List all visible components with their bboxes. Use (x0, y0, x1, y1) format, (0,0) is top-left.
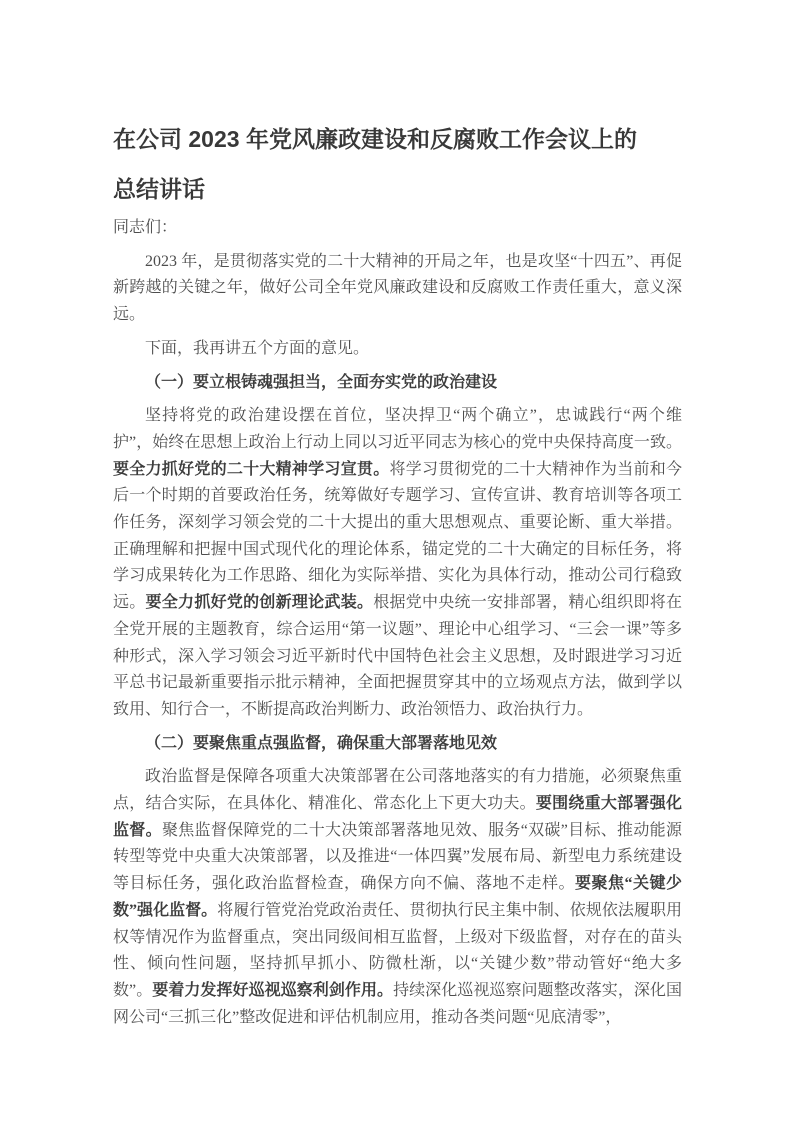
text-run: 同志们： (113, 219, 178, 236)
emphasis-run: 在公司 2023 年党风廉政建设和反腐败工作会议上的 (113, 126, 637, 152)
text-run: 2023 年，是贯彻落实党的二十大精神的开局之年，也是攻坚“十四五”、再促新跨越的关键之年，做好公司全年党风廉政建设和反腐败工作责任重大，意义深远。 (113, 252, 682, 324)
text-run: 将学习贯彻党的二十大精神作为当前和今后一个时期的首要政治任务，统筹做好专题学习、宣传宣讲、教育培训等各项工作任务，深刻学习领会党的二十大提出的重大思想观点、重要论断、重大举措。正确理解和把握中国式现代化的理论体系，锚定党的二十大确定的目标任务，将学习成果转化为工作思路、细化为实际举措、实化为具体行动，推动公司行稳致远。 (113, 460, 682, 612)
emphasis-run: 总结讲话 (113, 176, 205, 202)
text-run: 下面，我再讲五个方面的意见。 (145, 339, 370, 357)
emphasis-run: 要全力抓好党的二十大精神学习宣贯。 (113, 460, 390, 478)
paragraph (113, 336, 682, 363)
paragraph (113, 403, 682, 723)
section-heading (113, 731, 682, 758)
text-run: 政治监督是保障各项重大决策部署在公司落地落实的有力措施，必须聚焦重点，结合实际，在具体化、精准化、常态化上下更大功夫。 (113, 768, 682, 813)
paragraph (113, 764, 682, 1031)
emphasis-run: 要围绕重大部署强化监督。 (113, 795, 682, 839)
document-content (113, 114, 682, 1031)
emphasis-run: 要全力抓好党的创新理论武装。 (145, 594, 374, 612)
emphasis-run: （二）要聚焦重点强监督，确保重大部署落地见效 (145, 734, 498, 752)
text-run: 根据党中央统一安排部署，精心组织即将在全党开展的主题教育，综合运用“第一议题”、理论中心组学习、“三会一课”等多种形式，深入学习领会习近平新时代中国特色社会主义思想，及时跟进学习习近平总书记最新重要指示批示精神，全面把握贯穿其中的立场观点方法，做到学以致用、知行合一，不断提高政治判断力、政治领悟力、政治执行力。 (113, 594, 682, 718)
text-run: 坚持将党的政治建设摆在首位，坚决捍卫“两个确立”，忠诚践行“两个维护”，始终在思想上政治上行动上同以习近平同志为核心的党中央保持高度一致。 (113, 407, 682, 451)
text-run: 持续深化巡视巡察问题整改落实，深化国网公司“三抓三化”整改促进和评估机制应用，推动各类问题“见底清零”， (113, 981, 682, 1026)
document-title (113, 114, 682, 214)
text-run: 聚焦监督保障党的二十大决策部署落地见效、服务“双碳”目标、推动能源转型等党中央重大决策部署，以及推进“一体四翼”发展布局、新型电力系统建设等目标任务，强化政治监督检查，确保方向不偏、落地不走样。 (113, 821, 682, 893)
emphasis-run: 要着力发挥好巡视巡察利剑作用。 (152, 981, 394, 999)
emphasis-run: （一）要立根铸魂强担当，全面夯实党的政治建设 (145, 373, 498, 391)
section-heading (113, 370, 682, 397)
salutation (113, 215, 682, 242)
paragraph (113, 249, 682, 329)
emphasis-run: 要聚焦“关键少数”强化监督。 (113, 875, 682, 919)
text-run: 将履行管党治党政治责任、贯彻执行民主集中制、依规依法履职用权等情况作为监督重点，突出同级间相互监督，上级对下级监督，对存在的苗头性、倾向性问题，坚持抓早抓小、防微杜渐，以“关键少数”带动管好“绝大多数”。 (113, 901, 682, 999)
